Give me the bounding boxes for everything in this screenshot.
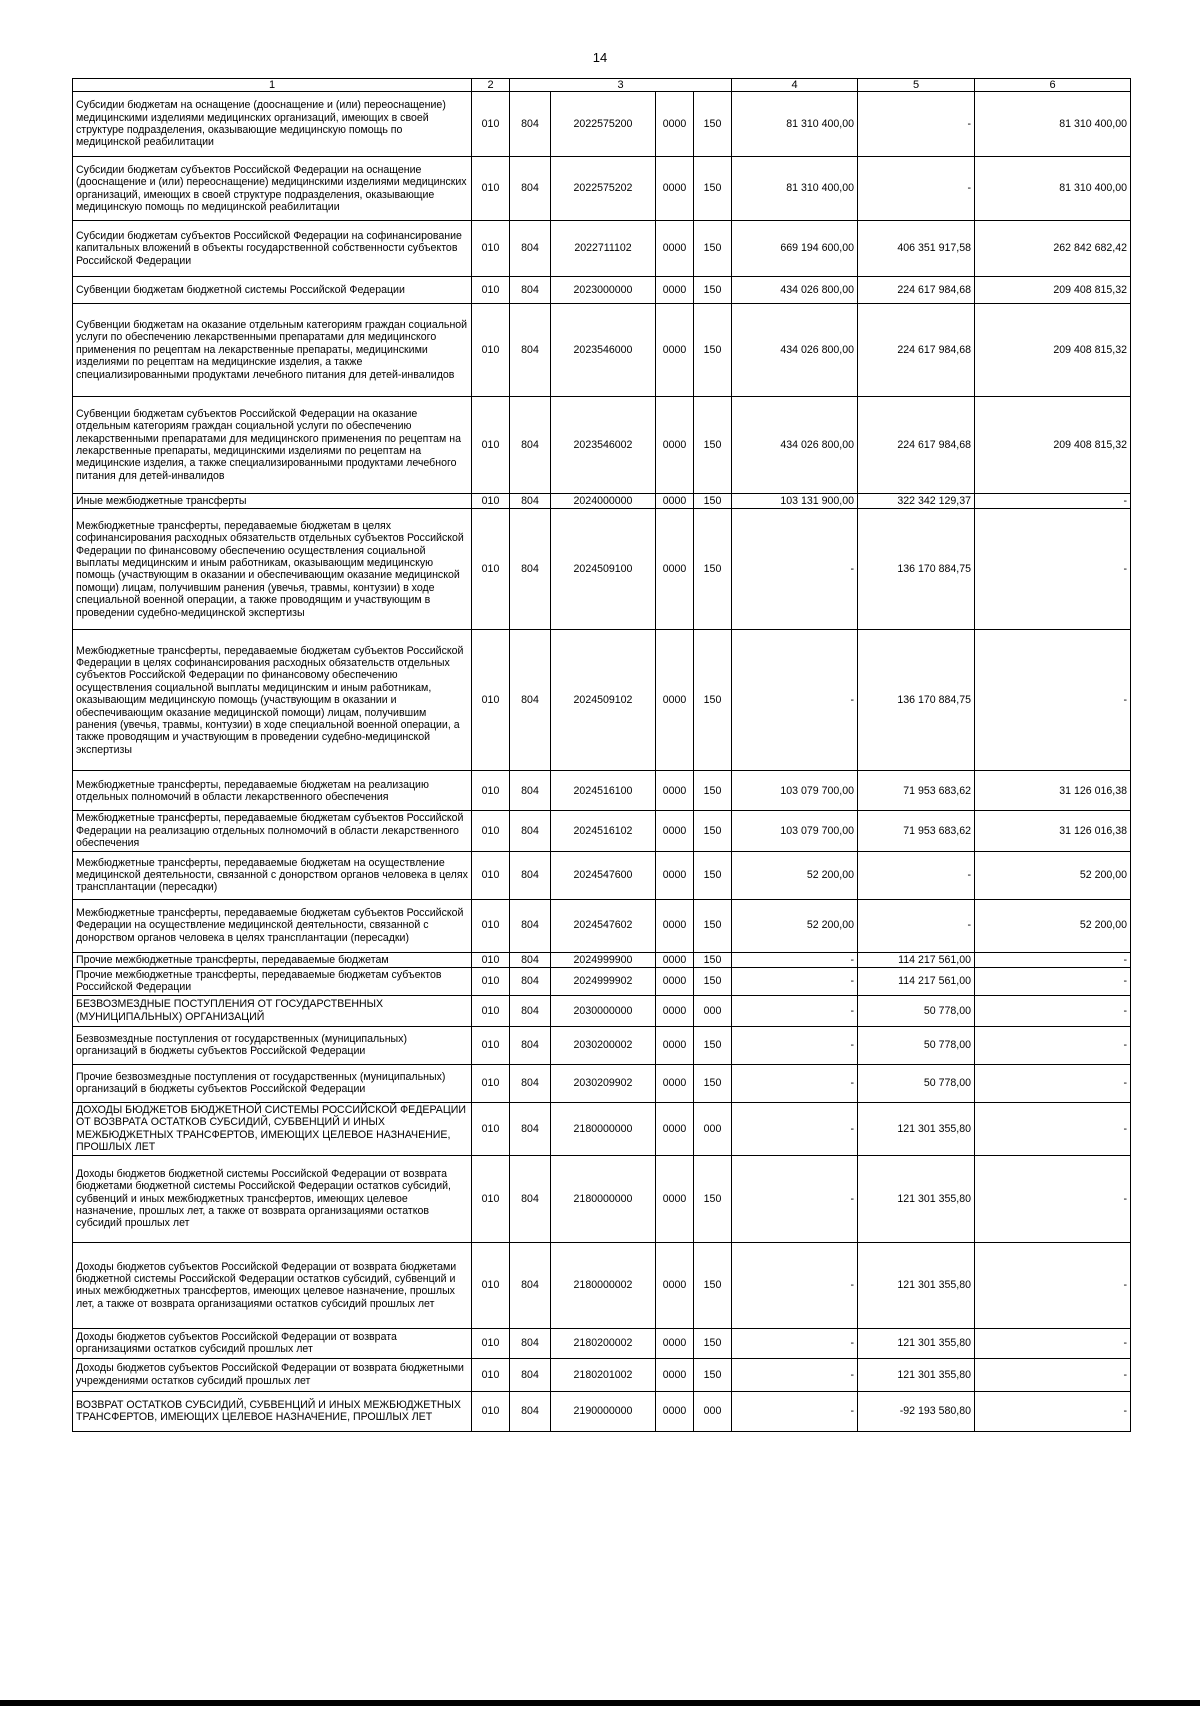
row-revenue-code: 2023546002 — [551, 397, 656, 494]
row-revenue-code: 2024516102 — [551, 811, 656, 851]
row-executed-amount: 121 301 355,80 — [858, 1102, 975, 1155]
table-row — [73, 1358, 1131, 1391]
row-executed-amount: 114 217 561,00 — [858, 968, 975, 996]
row-executed-amount: - — [858, 899, 975, 952]
row-approved-amount: - — [732, 952, 858, 967]
page-number: 14 — [592, 50, 608, 65]
row-unexecuted-amount: - — [975, 1358, 1131, 1391]
row-line-code: 010 — [472, 630, 510, 771]
row-revenue-code: 2030200002 — [551, 1026, 656, 1064]
table-row — [73, 771, 1131, 811]
row-revenue-code: 2022711102 — [551, 221, 656, 277]
row-program-code: 0000 — [656, 509, 694, 630]
row-line-code: 010 — [472, 92, 510, 157]
row-approved-amount: - — [732, 1102, 858, 1155]
row-approved-amount: - — [732, 1155, 858, 1242]
row-kosgu-code: 150 — [694, 1358, 732, 1391]
row-unexecuted-amount: - — [975, 494, 1131, 509]
row-line-code: 010 — [472, 1064, 510, 1102]
row-line-code: 010 — [472, 851, 510, 899]
row-approved-amount: 669 194 600,00 — [732, 221, 858, 277]
row-revenue-code: 2024547602 — [551, 899, 656, 952]
row-approved-amount: 103 079 700,00 — [732, 811, 858, 851]
row-revenue-code: 2180000000 — [551, 1102, 656, 1155]
row-program-code: 0000 — [656, 811, 694, 851]
row-executed-amount: -92 193 580,80 — [858, 1391, 975, 1431]
row-kosgu-code: 150 — [694, 811, 732, 851]
row-unexecuted-amount: - — [975, 995, 1131, 1026]
table-row — [73, 899, 1131, 952]
row-name: Безвозмездные поступления от государственных (муниципальных) организаций в бюджеты субъектов Российской Федерации — [73, 1026, 472, 1064]
row-kosgu-code: 150 — [694, 1026, 732, 1064]
row-unexecuted-amount: - — [975, 968, 1131, 996]
row-unexecuted-amount: - — [975, 509, 1131, 630]
row-kosgu-code: 150 — [694, 509, 732, 630]
row-admin-code: 804 — [510, 952, 551, 967]
row-executed-amount: 50 778,00 — [858, 1064, 975, 1102]
row-approved-amount: - — [732, 1328, 858, 1358]
row-executed-amount: 224 617 984,68 — [858, 304, 975, 397]
row-kosgu-code: 150 — [694, 221, 732, 277]
table-row — [73, 1391, 1131, 1431]
row-kosgu-code: 150 — [694, 899, 732, 952]
row-program-code: 0000 — [656, 397, 694, 494]
row-program-code: 0000 — [656, 771, 694, 811]
row-unexecuted-amount: 262 842 682,42 — [975, 221, 1131, 277]
row-executed-amount: 322 342 129,37 — [858, 494, 975, 509]
table-row — [73, 851, 1131, 899]
row-name: ДОХОДЫ БЮДЖЕТОВ БЮДЖЕТНОЙ СИСТЕМЫ РОССИЙСКОЙ ФЕДЕРАЦИИ ОТ ВОЗВРАТА ОСТАТКОВ СУБСИДИЙ, СУБВЕНЦИЙ И ИНЫХ МЕЖБЮДЖЕТНЫХ ТРАНСФЕРТОВ, ИМЕЮЩИХ ЦЕЛЕВОЕ НАЗНАЧЕНИЕ, ПРОШЛЫХ ЛЕТ — [73, 1102, 472, 1155]
row-unexecuted-amount: 81 310 400,00 — [975, 157, 1131, 221]
table-row — [73, 304, 1131, 397]
row-kosgu-code: 150 — [694, 771, 732, 811]
row-approved-amount: - — [732, 995, 858, 1026]
row-line-code: 010 — [472, 1155, 510, 1242]
row-admin-code: 804 — [510, 995, 551, 1026]
row-revenue-code: 2024999900 — [551, 952, 656, 967]
row-admin-code: 804 — [510, 771, 551, 811]
row-executed-amount: 121 301 355,80 — [858, 1242, 975, 1328]
row-kosgu-code: 150 — [694, 630, 732, 771]
row-revenue-code: 2023546000 — [551, 304, 656, 397]
table-row — [73, 1155, 1131, 1242]
row-name: Межбюджетные трансферты, передаваемые бюджетам на осуществление медицинской деятельности, связанной с донорством органов человека в целях трансплантации (пересадки) — [73, 851, 472, 899]
row-admin-code: 804 — [510, 304, 551, 397]
row-program-code: 0000 — [656, 494, 694, 509]
row-unexecuted-amount: - — [975, 952, 1131, 967]
row-unexecuted-amount: 209 408 815,32 — [975, 397, 1131, 494]
row-line-code: 010 — [472, 1102, 510, 1155]
row-name: Субвенции бюджетам субъектов Российской Федерации на оказание отдельным категориям граждан социальной услуги по обеспечению лекарственными препаратами для медицинского применения по рецептам на лекарственные препараты, медицинскими изделиями по рецептам на медицинские изделия, а также специализированными продуктами лечебного питания для детей-инвалидов — [73, 397, 472, 494]
row-approved-amount: 434 026 800,00 — [732, 397, 858, 494]
row-unexecuted-amount: 209 408 815,32 — [975, 304, 1131, 397]
row-revenue-code: 2022575202 — [551, 157, 656, 221]
row-name: Межбюджетные трансферты, передаваемые бюджетам в целях софинансирования расходных обязательств отдельных субъектов Российской Федерации по финансовому обеспечению осуществления социальной выплаты медицинским и иным работникам, оказывающим медицинскую помощь (участвующим в оказании и обеспечивающим оказание медицинской помощи) лицам, получившим ранения (увечья, травмы, контузии) в ходе специальной военной операции, а также проводящим и участвующим в проведении судебно-медицинской экспертизы — [73, 509, 472, 630]
table-row — [73, 995, 1131, 1026]
row-admin-code: 804 — [510, 1102, 551, 1155]
row-approved-amount: 103 079 700,00 — [732, 771, 858, 811]
row-admin-code: 804 — [510, 1026, 551, 1064]
row-approved-amount: 52 200,00 — [732, 851, 858, 899]
row-name: Субвенции бюджетам на оказание отдельным категориям граждан социальной услуги по обеспечению лекарственными препаратами для медицинского применения по рецептам на лекарственные препараты, медицинскими изделиями по рецептам на медицинские изделия, а также специализированными продуктами лечебного питания для детей-инвалидов — [73, 304, 472, 397]
table-row — [73, 1026, 1131, 1064]
row-name: Межбюджетные трансферты, передаваемые бюджетам субъектов Российской Федерации в целях софинансирования расходных обязательств отдельных субъектов Российской Федерации по финансовому обеспечению осуществления социальной выплаты медицинским и иным работникам, оказывающим медицинскую помощь (участвующим в оказании и обеспечивающим оказание медицинской помощи) лицам, получившим ранения (увечья, травмы, контузии) в ходе специальной военной операции, а также проводящим и участвующим в проведении судебно-медицинской экспертизы — [73, 630, 472, 771]
scan-bottom-edge — [0, 1700, 1200, 1706]
row-line-code: 010 — [472, 995, 510, 1026]
row-admin-code: 804 — [510, 968, 551, 996]
table-row — [73, 397, 1131, 494]
row-kosgu-code: 150 — [694, 1328, 732, 1358]
row-program-code: 0000 — [656, 304, 694, 397]
row-revenue-code: 2180000000 — [551, 1155, 656, 1242]
row-program-code: 0000 — [656, 995, 694, 1026]
row-name: Межбюджетные трансферты, передаваемые бюджетам субъектов Российской Федерации на реализацию отдельных полномочий в области лекарственного обеспечения — [73, 811, 472, 851]
row-name: БЕЗВОЗМЕЗДНЫЕ ПОСТУПЛЕНИЯ ОТ ГОСУДАРСТВЕННЫХ (МУНИЦИПАЛЬНЫХ) ОРГАНИЗАЦИЙ — [73, 995, 472, 1026]
table-row — [73, 811, 1131, 851]
row-program-code: 0000 — [656, 221, 694, 277]
row-unexecuted-amount: - — [975, 1328, 1131, 1358]
row-kosgu-code: 000 — [694, 1102, 732, 1155]
row-approved-amount: - — [732, 1391, 858, 1431]
row-program-code: 0000 — [656, 1026, 694, 1064]
row-program-code: 0000 — [656, 1064, 694, 1102]
row-program-code: 0000 — [656, 1242, 694, 1328]
row-admin-code: 804 — [510, 1328, 551, 1358]
row-approved-amount: - — [732, 1064, 858, 1102]
row-name: Субсидии бюджетам на оснащение (дооснащение и (или) переоснащение) медицинскими изделиями медицинских организаций, имеющих в своей структуре подразделения, оказывающие медицинскую помощь по медицинской реабилитации — [73, 92, 472, 157]
row-program-code: 0000 — [656, 1358, 694, 1391]
row-line-code: 010 — [472, 397, 510, 494]
row-revenue-code: 2030000000 — [551, 995, 656, 1026]
table-row — [73, 509, 1131, 630]
row-admin-code: 804 — [510, 92, 551, 157]
row-name: Прочие межбюджетные трансферты, передаваемые бюджетам субъектов Российской Федерации — [73, 968, 472, 996]
row-executed-amount: 121 301 355,80 — [858, 1155, 975, 1242]
row-revenue-code: 2180201002 — [551, 1358, 656, 1391]
row-line-code: 010 — [472, 221, 510, 277]
row-unexecuted-amount: 52 200,00 — [975, 851, 1131, 899]
row-executed-amount: 71 953 683,62 — [858, 811, 975, 851]
table-row — [73, 968, 1131, 996]
row-revenue-code: 2024509102 — [551, 630, 656, 771]
row-program-code: 0000 — [656, 968, 694, 996]
header-row — [73, 79, 1131, 92]
row-admin-code: 804 — [510, 811, 551, 851]
row-admin-code: 804 — [510, 1155, 551, 1242]
header-col-3: 3 — [510, 79, 732, 92]
row-kosgu-code: 150 — [694, 494, 732, 509]
row-line-code: 010 — [472, 277, 510, 304]
row-name: Доходы бюджетов бюджетной системы Российской Федерации от возврата бюджетами бюджетной системы Российской Федерации остатков субсидий, субвенций и иных межбюджетных трансфертов, имеющих целевое назначение, прошлых лет, а также от возврата организациями остатков субсидий прошлых лет — [73, 1155, 472, 1242]
row-admin-code: 804 — [510, 221, 551, 277]
table-row — [73, 221, 1131, 277]
row-admin-code: 804 — [510, 397, 551, 494]
row-program-code: 0000 — [656, 277, 694, 304]
row-executed-amount: 50 778,00 — [858, 1026, 975, 1064]
row-program-code: 0000 — [656, 899, 694, 952]
row-line-code: 010 — [472, 1242, 510, 1328]
row-approved-amount: - — [732, 1026, 858, 1064]
row-kosgu-code: 150 — [694, 952, 732, 967]
row-revenue-code: 2023000000 — [551, 277, 656, 304]
header-col-5: 5 — [858, 79, 975, 92]
row-approved-amount: 434 026 800,00 — [732, 304, 858, 397]
row-admin-code: 804 — [510, 851, 551, 899]
table-row — [73, 1102, 1131, 1155]
row-unexecuted-amount: - — [975, 1102, 1131, 1155]
row-revenue-code: 2030209902 — [551, 1064, 656, 1102]
row-kosgu-code: 150 — [694, 92, 732, 157]
row-program-code: 0000 — [656, 952, 694, 967]
row-line-code: 010 — [472, 494, 510, 509]
row-line-code: 010 — [472, 1358, 510, 1391]
row-program-code: 0000 — [656, 1102, 694, 1155]
row-unexecuted-amount: - — [975, 1155, 1131, 1242]
row-kosgu-code: 150 — [694, 277, 732, 304]
row-executed-amount: 224 617 984,68 — [858, 397, 975, 494]
row-executed-amount: 114 217 561,00 — [858, 952, 975, 967]
row-admin-code: 804 — [510, 1064, 551, 1102]
row-executed-amount: - — [858, 157, 975, 221]
row-executed-amount: 136 170 884,75 — [858, 630, 975, 771]
row-admin-code: 804 — [510, 1242, 551, 1328]
row-revenue-code: 2024999902 — [551, 968, 656, 996]
row-approved-amount: - — [732, 1358, 858, 1391]
row-admin-code: 804 — [510, 494, 551, 509]
row-line-code: 010 — [472, 771, 510, 811]
row-kosgu-code: 150 — [694, 851, 732, 899]
row-admin-code: 804 — [510, 899, 551, 952]
table-row — [73, 157, 1131, 221]
row-program-code: 0000 — [656, 1391, 694, 1431]
table-row — [73, 1064, 1131, 1102]
row-unexecuted-amount: 52 200,00 — [975, 899, 1131, 952]
row-admin-code: 804 — [510, 1391, 551, 1431]
row-admin-code: 804 — [510, 630, 551, 771]
row-executed-amount: 71 953 683,62 — [858, 771, 975, 811]
row-executed-amount: 224 617 984,68 — [858, 277, 975, 304]
row-unexecuted-amount: 81 310 400,00 — [975, 92, 1131, 157]
row-executed-amount: - — [858, 92, 975, 157]
row-unexecuted-amount: 31 126 016,38 — [975, 811, 1131, 851]
row-admin-code: 804 — [510, 509, 551, 630]
row-name: Доходы бюджетов субъектов Российской Федерации от возврата бюджетными учреждениями остатков субсидий прошлых лет — [73, 1358, 472, 1391]
table-row — [73, 1328, 1131, 1358]
table-row — [73, 952, 1131, 967]
row-unexecuted-amount: - — [975, 1391, 1131, 1431]
table-row — [73, 92, 1131, 157]
row-revenue-code: 2180000002 — [551, 1242, 656, 1328]
row-revenue-code: 2024509100 — [551, 509, 656, 630]
row-line-code: 010 — [472, 968, 510, 996]
row-kosgu-code: 150 — [694, 1242, 732, 1328]
row-revenue-code: 2180200002 — [551, 1328, 656, 1358]
row-unexecuted-amount: - — [975, 1026, 1131, 1064]
row-line-code: 010 — [472, 952, 510, 967]
row-approved-amount: - — [732, 968, 858, 996]
row-approved-amount: 81 310 400,00 — [732, 157, 858, 221]
row-name: Доходы бюджетов субъектов Российской Федерации от возврата организациями остатков субсидий прошлых лет — [73, 1328, 472, 1358]
row-executed-amount: 121 301 355,80 — [858, 1358, 975, 1391]
row-unexecuted-amount: - — [975, 630, 1131, 771]
row-executed-amount: 406 351 917,58 — [858, 221, 975, 277]
row-line-code: 010 — [472, 811, 510, 851]
row-unexecuted-amount: - — [975, 1242, 1131, 1328]
row-name: Субвенции бюджетам бюджетной системы Российской Федерации — [73, 277, 472, 304]
row-line-code: 010 — [472, 509, 510, 630]
row-revenue-code: 2024000000 — [551, 494, 656, 509]
row-line-code: 010 — [472, 1391, 510, 1431]
row-admin-code: 804 — [510, 277, 551, 304]
row-executed-amount: 121 301 355,80 — [858, 1328, 975, 1358]
row-admin-code: 804 — [510, 157, 551, 221]
revenue-table — [72, 78, 1131, 1432]
row-approved-amount: 52 200,00 — [732, 899, 858, 952]
row-program-code: 0000 — [656, 1328, 694, 1358]
row-approved-amount: 434 026 800,00 — [732, 277, 858, 304]
row-kosgu-code: 150 — [694, 304, 732, 397]
row-executed-amount: 50 778,00 — [858, 995, 975, 1026]
row-name: Иные межбюджетные трансферты — [73, 494, 472, 509]
row-admin-code: 804 — [510, 1358, 551, 1391]
row-kosgu-code: 150 — [694, 1064, 732, 1102]
row-executed-amount: 136 170 884,75 — [858, 509, 975, 630]
row-name: Межбюджетные трансферты, передаваемые бюджетам субъектов Российской Федерации на осуществление медицинской деятельности, связанной с донорством органов человека в целях трансплантации (пересадки) — [73, 899, 472, 952]
row-revenue-code: 2024516100 — [551, 771, 656, 811]
row-name: Межбюджетные трансферты, передаваемые бюджетам на реализацию отдельных полномочий в области лекарственного обеспечения — [73, 771, 472, 811]
row-unexecuted-amount: - — [975, 1064, 1131, 1102]
row-line-code: 010 — [472, 1026, 510, 1064]
row-name: Субсидии бюджетам субъектов Российской Федерации на оснащение (дооснащение и (или) переоснащение) медицинскими изделиями медицинских организаций, имеющих в своей структуре подразделения, оказывающие медицинскую помощь по медицинской реабилитации — [73, 157, 472, 221]
row-name: Прочие безвозмездные поступления от государственных (муниципальных) организаций в бюджеты субъектов Российской Федерации — [73, 1064, 472, 1102]
row-program-code: 0000 — [656, 630, 694, 771]
row-revenue-code: 2022575200 — [551, 92, 656, 157]
row-program-code: 0000 — [656, 157, 694, 221]
row-program-code: 0000 — [656, 851, 694, 899]
header-col-6: 6 — [975, 79, 1131, 92]
row-name: ВОЗВРАТ ОСТАТКОВ СУБСИДИЙ, СУБВЕНЦИЙ И ИНЫХ МЕЖБЮДЖЕТНЫХ ТРАНСФЕРТОВ, ИМЕЮЩИХ ЦЕЛЕВОЕ НАЗНАЧЕНИЕ, ПРОШЛЫХ ЛЕТ — [73, 1391, 472, 1431]
header-col-1: 1 — [73, 79, 472, 92]
row-kosgu-code: 000 — [694, 995, 732, 1026]
row-kosgu-code: 150 — [694, 157, 732, 221]
row-unexecuted-amount: 31 126 016,38 — [975, 771, 1131, 811]
row-approved-amount: - — [732, 630, 858, 771]
row-name: Доходы бюджетов субъектов Российской Федерации от возврата бюджетами бюджетной системы Российской Федерации остатков субсидий, субвенций и иных межбюджетных трансфертов, имеющих целевое назначение, прошлых лет, а также от возврата организациями остатков субсидий прошлых лет — [73, 1242, 472, 1328]
row-approved-amount: 103 131 900,00 — [732, 494, 858, 509]
row-kosgu-code: 150 — [694, 1155, 732, 1242]
row-line-code: 010 — [472, 304, 510, 397]
row-line-code: 010 — [472, 157, 510, 221]
row-approved-amount: - — [732, 1242, 858, 1328]
row-line-code: 010 — [472, 1328, 510, 1358]
row-line-code: 010 — [472, 899, 510, 952]
table-row — [73, 277, 1131, 304]
row-name: Прочие межбюджетные трансферты, передаваемые бюджетам — [73, 952, 472, 967]
row-revenue-code: 2024547600 — [551, 851, 656, 899]
header-col-2: 2 — [472, 79, 510, 92]
row-program-code: 0000 — [656, 92, 694, 157]
row-unexecuted-amount: 209 408 815,32 — [975, 277, 1131, 304]
header-col-4: 4 — [732, 79, 858, 92]
row-executed-amount: - — [858, 851, 975, 899]
row-kosgu-code: 150 — [694, 968, 732, 996]
row-program-code: 0000 — [656, 1155, 694, 1242]
table-row — [73, 630, 1131, 771]
row-revenue-code: 2190000000 — [551, 1391, 656, 1431]
row-name: Субсидии бюджетам субъектов Российской Федерации на софинансирование капитальных вложений в объекты государственной собственности субъектов Российской Федерации — [73, 221, 472, 277]
row-approved-amount: 81 310 400,00 — [732, 92, 858, 157]
row-kosgu-code: 000 — [694, 1391, 732, 1431]
row-kosgu-code: 150 — [694, 397, 732, 494]
row-approved-amount: - — [732, 509, 858, 630]
table-row — [73, 494, 1131, 509]
table-row — [73, 1242, 1131, 1328]
